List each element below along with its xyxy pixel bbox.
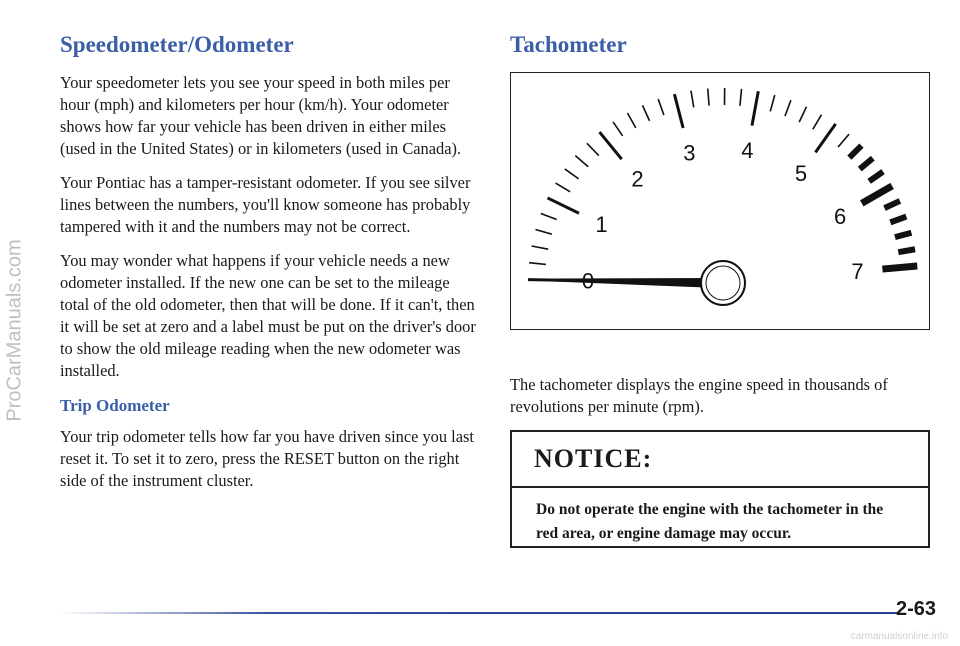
gauge-number-label: 5 — [794, 160, 808, 186]
gauge-major-tick — [674, 94, 683, 128]
gauge-minor-tick — [556, 183, 571, 192]
trip-odometer-heading: Trip Odometer — [60, 396, 170, 415]
gauge-major-tick — [600, 132, 622, 159]
gauge-minor-tick — [535, 230, 551, 235]
gauge-major-tick — [882, 266, 917, 269]
gauge-minor-tick — [613, 122, 623, 136]
replacement-paragraph: You may wonder what happens if your vehicle needs a new odometer installed. If the new one can be set to the mileage total of the old odometer, then that will be done. If it can't, then it will be set at zero and a label must be put on the driver's door to show the old mileage reading when the new odometer was installed. — [60, 251, 476, 380]
gauge-number-label: 4 — [741, 138, 754, 164]
gauge-minor-tick — [643, 105, 650, 120]
footer-rule — [60, 612, 900, 614]
gauge-minor-tick — [770, 95, 775, 111]
side-watermark — [2, 120, 28, 540]
tachometer-gauge-svg — [511, 73, 929, 329]
gauge-minor-tick — [799, 107, 806, 122]
gauge-major-tick — [752, 91, 758, 125]
footer-watermark: carmanualsonline.info — [850, 631, 948, 642]
speedometer-paragraph: Your speedometer lets you see your speed in both miles per hour (mph) and kilometers per hour (km/h). Your odometer shows how far your vehicle has been driven in either miles (used in the United States) or in kilometers (used in Canada). — [60, 73, 462, 158]
gauge-minor-tick — [532, 246, 549, 249]
gauge-minor-tick — [575, 156, 588, 167]
gauge-minor-tick — [541, 213, 557, 219]
gauge-number-label: 3 — [683, 140, 696, 166]
gauge-major-tick — [548, 198, 579, 213]
tachometer-heading: Tachometer — [510, 32, 627, 57]
gauge-minor-tick — [895, 233, 911, 237]
gauge-minor-tick — [627, 113, 635, 128]
gauge-minor-tick — [565, 169, 579, 179]
gauge-minor-tick — [785, 100, 791, 116]
gauge-minor-tick — [740, 89, 742, 106]
trip-odometer-paragraph: Your trip odometer tells how far you have driven since you last reset it. To set it to zero, press the RESET button on the right side of the instrument cluster. — [60, 427, 474, 490]
left-column — [60, 32, 480, 504]
gauge-minor-tick — [849, 146, 861, 158]
gauge-minor-tick — [708, 89, 709, 106]
gauge-hub — [701, 261, 745, 305]
notice-title: NOTICE: — [512, 432, 928, 488]
gauge-minor-tick — [658, 99, 664, 115]
gauge-number-label: 2 — [631, 166, 644, 192]
tamper-paragraph: Your Pontiac has a tamper-resistant odometer. If you see silver lines between the numbers, you'll know someone has probably tampered with it and the numbers may not be correct. — [60, 173, 471, 236]
gauge-minor-tick — [529, 263, 546, 265]
gauge-minor-tick — [860, 158, 873, 169]
gauge-minor-tick — [691, 91, 694, 108]
gauge-minor-tick — [838, 134, 849, 147]
gauge-minor-tick — [587, 143, 599, 155]
gauge-number-label: 6 — [833, 203, 847, 229]
tachometer-description: The tachometer displays the engine speed in thousands of revolutions per minute (rpm). — [510, 375, 888, 416]
gauge-major-tick — [815, 124, 835, 153]
gauge-minor-tick — [898, 249, 915, 252]
notice-text: Do not operate the engine with the tachometer in the red area, or engine damage may occur. — [536, 501, 884, 542]
tachometer-illustration — [510, 72, 930, 330]
gauge-minor-tick — [884, 201, 899, 208]
gauge-number-label: 7 — [851, 259, 864, 285]
gauge-major-tick — [862, 186, 892, 203]
gauge-minor-tick — [813, 115, 822, 130]
gauge-minor-tick — [890, 217, 906, 223]
gauge-number-label: 1 — [595, 212, 608, 238]
gauge-needle — [553, 278, 719, 288]
side-watermark-text: ProCarManuals.com — [3, 238, 26, 422]
notice-box — [510, 430, 930, 548]
right-column — [510, 32, 935, 330]
page-number: 2-63 — [895, 598, 936, 620]
gauge-minor-tick — [869, 172, 883, 182]
speedometer-heading: Speedometer/Odometer — [60, 32, 294, 57]
